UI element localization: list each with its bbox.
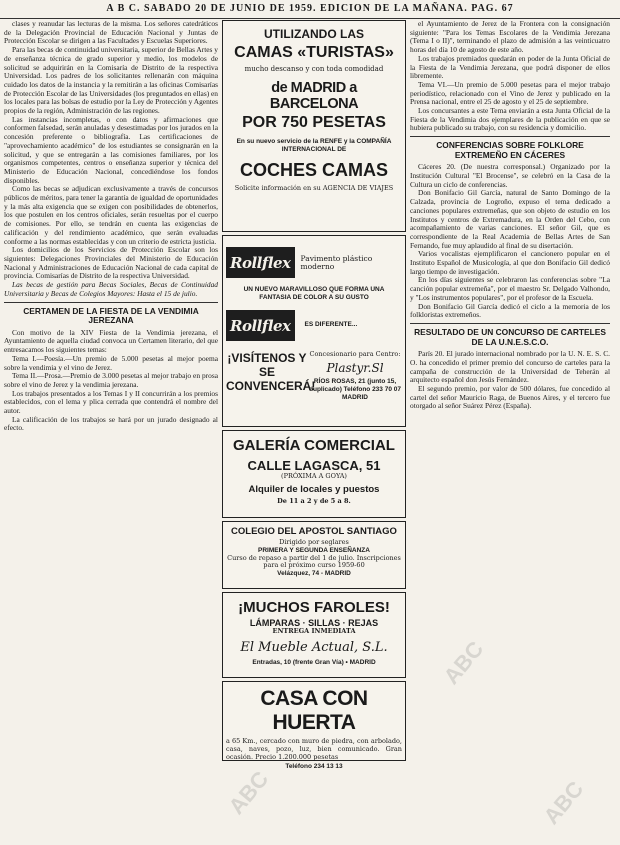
ad-camas-route: de MADRID a BARCELONA: [269, 80, 359, 112]
ad-camas-price: POR 750 PESETAS: [242, 114, 386, 131]
ad-camas-turistas: [222, 20, 406, 232]
rollflex-tag: ES DIFERENTE...: [304, 321, 358, 329]
left-paragraph-3: Las instancias incompletas, o con datos y afirmaciones que conformen falsedad, serán anuladas y desestimadas por los jurados en la concesión preferente o bibliografía. Las certificaciones de "aprovechamiento académico" de los estudiantes se consignarán en la solicitud, y que se entregarán a las comisiones familiares, por los organismos competentes, centros o enseñanza superior y técnica del Ministerio de Educación Nacional, concediéndose los fondos disponibles.: [4, 114, 218, 185]
right-paragraph-5: Cáceres 20. (De nuestra corresponsal.) Organizado por la Institución Cultural "El Brocense", se celebró en la Casa de la Cultura un ciclo de conferencias.: [410, 162, 610, 189]
folklore-heading: CONFERENCIAS SOBRE FOLKLORE EXTREMEÑO EN CÁCERES: [436, 140, 584, 160]
left-paragraph-2: Para las becas de continuidad universitaria, superior de Bellas Artes y de enseñanza técnica de grado superior y medio, los modelos de solicitud se adquirirán en la Comisaría de Distrito de la respectiva Universidad. Los padres de los solicitantes rellenarán con máquina cuidado los datos de la instancia y la remitirán a las oficinas Comisarías de Protección Escolar de las Universidades (los preguntados en ellas) en los locales para las bolsas de estudio por la Ley de Protección y Agentes propios de la región, Administración de las regiones.: [4, 45, 218, 116]
left-column: [4, 20, 218, 842]
rollflex-address: RÍOS ROSAS, 21 (junto 15, duplicado) Teléfono 233 70 07 MADRID: [309, 378, 401, 401]
ad-colegio-santiago: [222, 521, 406, 589]
galeria-hours: De 11 a 2 y de 5 a 8.: [277, 496, 351, 505]
casa-text: a 65 Km., cercado con muro de piedra, con arbolado, casa, naves, pozo, luz, bien comunicado. Gran ocasión. Precio 1.200.000 pesetas: [226, 737, 402, 761]
rollflex-visit: ¡VISÍTENOS Y SE CONVENCERÁ!: [226, 350, 316, 393]
ad-camas-info: En su nuevo servicio de la RENFE y la COMPAÑÍA INTERNACIONAL DE: [236, 138, 392, 153]
colegio-dir: Dirigido por seglares: [279, 538, 349, 546]
faroles-brand: El Mueble Actual, S.L.: [240, 639, 388, 655]
left-paragraph-9: Tema II.—Prosa.—Premio de 3.000 pesetas al mejor trabajo en prosa sobre el vino de Jerez y la vendimia jerezana.: [4, 371, 218, 389]
left-paragraph-10: Los trabajos presentados a los Temas I y II concurrirán a los premios establecidos, con el lema y plica cerrada que contendrá el nombre del autor.: [4, 388, 218, 416]
colegio-info: Curso de repaso a partir del 1 de julio. Inscripciones para el próximo curso 1959-60: [227, 553, 401, 570]
right-paragraph-8: En los días siguientes se celebraron las conferencias sobre "La canción popular extremeña", por el maestro Sr. Delgado Valhondo, y "Los instrumentos populares", por el profesor de la Escuela.: [410, 275, 610, 302]
rollflex-desc: Pavimento plástico moderno: [300, 253, 373, 271]
colegio-title: COLEGIO DEL APOSTOL SANTIAGO: [231, 526, 397, 537]
casa-tel: Teléfono 234 13 13: [285, 763, 343, 771]
left-paragraph-7: Con motivo de la XIV Fiesta de la Vendimia jerezana, el Ayuntamiento de aquella ciudad convoca un Certamen literario, del que entresacamos los siguientes temas:: [4, 327, 218, 355]
rollflex-signature: Plastyr.Sl: [326, 361, 384, 376]
right-paragraph-3: Tema VI.—Un premio de 5.000 pesetas para el mejor trabajo periodístico, relacionado con el Vino de Jerez y publicado en la Prensa nacional, entre el 25 de agosto y el 25 de septiembre.: [410, 79, 610, 107]
ad-coches-camas: COCHES CAMAS: [239, 159, 388, 180]
right-paragraph-10: París 20. El jurado internacional nombrado por la U. N. E. S. C. O. ha concedido el primer premio del concurso de carteles para la campaña de construcción de la Universidad de Teherán al arquitecto español don Jesús Fernández.: [410, 349, 610, 385]
left-paragraph-8: Tema I.—Poesía.—Un premio de 5.000 pesetas al mejor poema sobre la vendimia y el vino de Jerez.: [4, 353, 218, 372]
right-paragraph-4: Los concursantes a este Tema enviarán a esta Junta Oficial de la Fiesta de la Vendimia dos ejemplares de la publicación en que se hubiera publicado su trabajo, con su residencia y domicilio.: [410, 106, 610, 133]
galeria-street: CALLE LAGASCA, 51: [247, 458, 381, 473]
vendimia-heading: CERTAMEN DE LA FIESTA DE LA VENDIMIA JEREZANA: [23, 305, 199, 326]
ad-camas-foot: Solicite información en su AGENCIA DE VIAJES: [234, 183, 394, 192]
faroles-address: Entradas, 10 (frente Gran Vía) • MADRID: [252, 658, 376, 666]
ad-camas-title: UTILIZANDO LAS: [264, 27, 364, 41]
rollflex-logo-2: Rollflex: [226, 310, 295, 341]
ad-faroles: [222, 592, 406, 678]
ad-rollflex: [222, 235, 406, 427]
watermark: ABC: [538, 776, 589, 829]
ad-camas-sub: mucho descanso y con toda comodidad: [244, 65, 384, 73]
faroles-items: LÁMPARAS · SILLAS · REJAS: [249, 618, 379, 628]
rollflex-logo: Rollflex: [226, 247, 295, 278]
left-paragraph-11: La calificación de los trabajos se hará por un jurado designado al efecto.: [4, 414, 218, 433]
right-paragraph-11: El segundo premio, por valor de 500 dólares, fue concedido al cartel del señor Mauricio Raga, de Buenos Aires, y el tercero fue otorgado al señor Suárez Pérez (España).: [410, 383, 610, 411]
colegio-levels: PRIMERA Y SEGUNDA ENSEÑANZA: [258, 546, 370, 554]
galeria-rent: Alquiler de locales y puestos: [248, 483, 380, 495]
ad-galeria-comercial: [222, 430, 406, 518]
faroles-title: ¡MUCHOS FAROLES!: [238, 599, 390, 616]
rollflex-slogan: UN NUEVO MARAVILLOSO QUE FORMA UNA FANTASIA DE COLOR A SU GUSTO: [243, 286, 385, 301]
right-column: [410, 20, 610, 842]
casa-title: CASA CON HUERTA: [260, 687, 368, 734]
page-header: A B C. SABADO 20 DE JUNIO DE 1959. EDICION DE LA MAÑANA. PAG. 67: [0, 0, 620, 19]
colegio-address: Velázquez, 74 - MADRID: [277, 570, 351, 578]
left-paragraph-1: clases y reanudar las lecturas de la misma. Los señores catedráticos de la Delegación Provincial de Educación Nacional y Juntas de Protección Escolar se dirigen a las Facultades y Escuelas Superiores.: [4, 19, 218, 46]
rollflex-dist: Concesionario para Centro:: [309, 349, 401, 358]
ad-casa-huerta: [222, 681, 406, 771]
right-paragraph-1: el Ayuntamiento de Jerez de la Frontera con la consignación siguiente: "Para los Temas Escolares de la Vendimia Jerezana (Tema I o II)", terminando el plazo de admisión a las veinticuatro horas del día 10 de agosto de este año.: [410, 19, 610, 55]
right-paragraph-7: Varios vocalistas ejemplificaron el cancionero popular en el Instituto Español de Musicología, al que don Bonifacio Gil dedicó largo tiempo de investigación.: [410, 249, 610, 276]
ads-column: [222, 20, 406, 842]
galeria-title: GALERÍA COMERCIAL: [233, 437, 395, 454]
left-paragraph-5: Los domicilios de los Servicios de Protección Escolar son los siguientes: Delegaciones Provinciales del Ministerio de Educación Nacional y Administraciones de Educación Nacional de cada capital de provincia. Comisarías de Distrito de la respectiva Universidad.: [4, 245, 218, 281]
unesco-heading: RESULTADO DE UN CONCURSO DE CARTELES DE LA U.N.E.S.C.O.: [414, 326, 606, 347]
right-paragraph-9: Don Bonifacio Gil García dedicó el ciclo a la memoria de los folkloristas extremeños.: [410, 301, 610, 320]
watermark: ABC: [223, 766, 274, 819]
watermark: ABC: [438, 636, 489, 689]
right-paragraph-6: Don Bonifacio Gil García, natural de Santo Domingo de la Calzada, provincia de Logroño, expuso el tema dedicado a canciones populares extremeñas, que son objeto de estudio en los Institutos y centros de Extremadura, en la Orden del Cebo, con acompañamiento de varias canciones. El señor Gil, que es correspondiente de la Real Academia de Bellas Artes de San Fernando, fue muy aplaudido al final de su disertación.: [410, 188, 610, 250]
ad-camas-big: CAMAS «TURISTAS»: [234, 44, 394, 61]
galeria-near: (PRÓXIMA A GOYA): [281, 472, 347, 480]
right-paragraph-2: Los trabajos premiados quedarán en poder de la Junta Oficial de la Fiesta de la Vendimia Jerezana, que podrá disponer de ellos libremente.: [410, 53, 610, 81]
faroles-entrega: ENTREGA INMEDIATA: [272, 627, 356, 635]
left-paragraph-4: Como las becas se adjudican exclusivamente a través de concursos públicos de méritos, para tener la garantía de igualdad de oportunidades y la más alta exigencia que se exigen con posibilidades de obtenerlos, los que postulen en los centros oficiales, serán resueltas por el cuerpo de comisiones. Por ello, se tendrán en cuenta las exigencias de calificación y del rendimiento académico, que serán evaluadas conforme a las normas establecidas y con un criterio de estricta justicia.: [4, 184, 218, 246]
left-paragraph-6: Las becas de gestión para Becas Sociales, Becas de Continuidad Universitaria y Becas de Colegios Mayores: Hasta el 15 de julio.: [4, 280, 218, 298]
